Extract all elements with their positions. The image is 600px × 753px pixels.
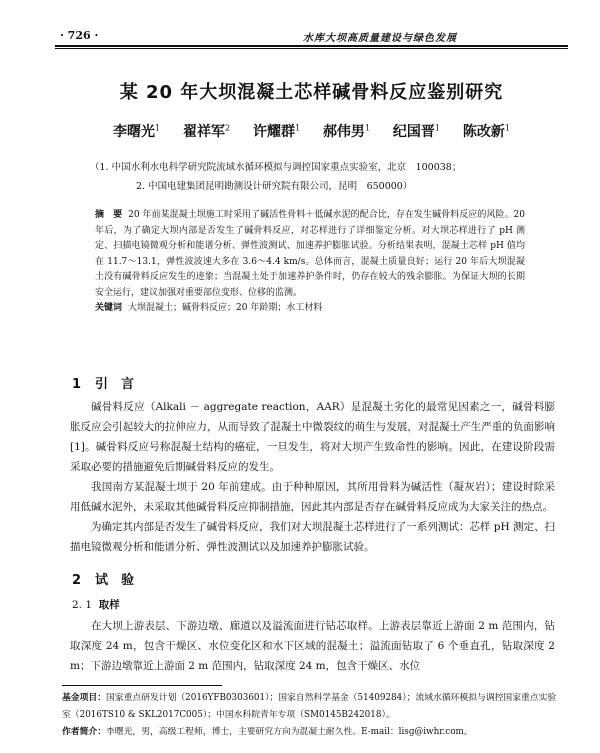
funding-note: 基金项目：国家重点研发计划（2016YFB0303601）；国家自然科学基金（51409284）；流域水循环模拟与调控国家重点实验室（2016TS10 & SKL2017C005）；中国水科院青年专项（SM0145B242018）。 bbox=[62, 693, 557, 720]
affiliation-2: 2. 中国电建集团昆明勘测设计研究院有限公司，昆明 650000） bbox=[136, 181, 413, 192]
author: 翟祥军$^2$ bbox=[183, 123, 231, 140]
author: 纪国晋$^1$ bbox=[392, 123, 440, 140]
footnote-rule bbox=[62, 685, 222, 686]
author-list bbox=[55, 121, 568, 141]
subsection-heading-sampling: 2. 1 取样 bbox=[72, 599, 120, 611]
abstract-text: 20 年前某混凝土坝施工时采用了碱活性骨料＋低碱水泥的配合比，存在发生碱骨料反应的风险。20 年后，为了确定大坝内部是否发生了碱骨料反应，对芯样进行了详细鉴定分析。对大坝芯样进行了 pH 测定、扫描电镜微观分析和能谱分析、弹性波测试、加速养护膨胀试验。分析结果表明，混凝土芯样 pH 值均在 11.7～13.1，弹性波波速大多在 3.6～4.4 km/s。总体而言，混凝土质量良好；运行 20 年后大坝混凝土没有碱骨料反应发生的迹象；当混凝土处于加速养护条件时，仍存在较大的残余膨胀。为保证大坝的长期安全运行，建议加强对重要部位变形、位移的监测。 bbox=[95, 210, 525, 298]
header-rule-thin bbox=[55, 48, 568, 49]
keywords-text: 大坝混凝土；碱骨料反应；20 年龄期；水工材料 bbox=[128, 303, 323, 313]
running-header-page-number: · 726 · bbox=[60, 29, 99, 42]
author: 李曙光$^1$ bbox=[113, 123, 161, 140]
section-heading-introduction: 1 引 言 bbox=[72, 377, 135, 392]
paragraph: 我国南方某混凝土坝于 20 年前建成。由于种种原因，其所用骨料为碱活性（凝灰岩）；建设时除采用低碱水泥外，未采取其他碱骨料反应抑制措施，因此其内部是否存在碱骨料反应成为大家关注的热点。 bbox=[70, 481, 555, 513]
paper-title: 某 20 年大坝混凝土芯样碱骨料反应鉴别研究 bbox=[119, 82, 504, 103]
affiliations bbox=[90, 158, 550, 196]
abstract bbox=[95, 208, 525, 301]
author: 郝伟男$^1$ bbox=[322, 123, 371, 140]
keywords bbox=[95, 301, 525, 317]
footnotes bbox=[62, 690, 562, 741]
paragraph: 碱骨料反应（Alkali － aggregate reaction，AAR）是混凝土劣化的最常见因素之一，碱骨料膨胀反应会引起较大的拉伸应力，从而导致了混凝土中微裂纹的萌生与发展，对混凝土产生严重的负面影响[1]。碱骨料反应号称混凝土结构的癌症，一旦发生，将对大坝产生致命性的影响。因此，在建设阶段需采取必要的措施避免后期碱骨料反应的发生。 bbox=[70, 401, 555, 473]
running-header-journal: 水库大坝高质量建设与绿色发展 bbox=[303, 33, 457, 44]
paragraph: 为确定其内部是否发生了碱骨料反应，我们对大坝混凝土芯样进行了一系列测试：芯样 pH 测定、扫描电镜微观分析和能谱分析、弹性波测试以及加速养护膨胀试验。 bbox=[70, 521, 555, 553]
author-bio-note: 作者简介：李曙光，男，高级工程师，博士，主要研究方向为混凝土耐久性。E-mail：lisg@iwhr.com。 bbox=[62, 727, 473, 737]
author: 陈改新$^1$ bbox=[462, 123, 510, 140]
abstract-label: 摘 要 bbox=[95, 210, 123, 220]
paragraph: 在大坝上游表层、下游边墩、廊道以及溢流面进行钻芯取样。上游表层靠近上游面 2 m 范围内，钻取深度 24 m，包含干燥区、水位变化区和水下区域的混凝土；溢流面钻取了 6 个垂直孔，钻取深度 2 m；下游边墩靠近上游面 2 m 范围内，钻取深度 24 m，包含干燥区、水位 bbox=[70, 620, 555, 672]
sampling-body bbox=[70, 616, 555, 676]
abstract-block bbox=[95, 208, 525, 317]
author: 许耀群$^1$ bbox=[252, 123, 301, 140]
affiliation-1: （1. 中国水利水电科学研究院流域水循环模拟与调控国家重点实验室，北京 100038； bbox=[90, 162, 462, 173]
introduction-body bbox=[70, 397, 555, 557]
section-heading-experiment: 2 试 验 bbox=[72, 573, 135, 588]
keywords-label: 关键词 bbox=[95, 303, 123, 313]
header-rule bbox=[55, 45, 568, 47]
